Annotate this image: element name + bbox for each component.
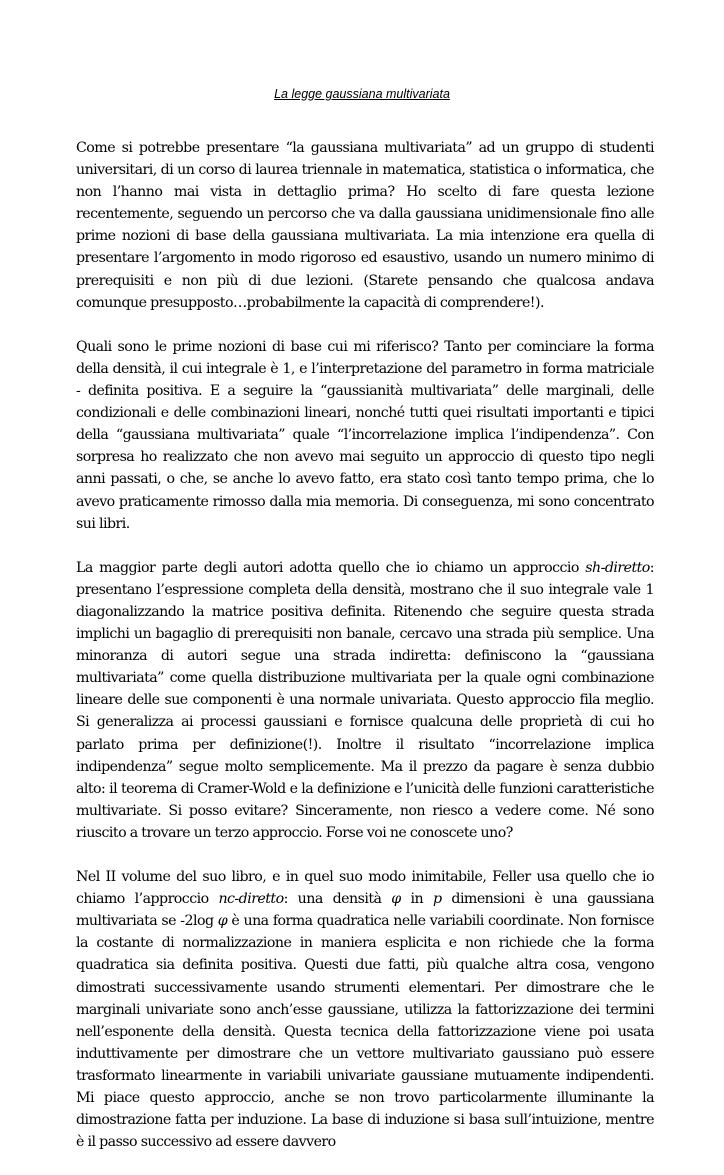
italic-text: nc-diretto [218,891,284,908]
paragraph-text: Come si potrebbe presentare “la gaussiana multivariata” ad un gruppo di studenti universitari, di un corso di laurea triennale in matematica, statistica o informatica, che non l’hanno mai vista in dettaglio prima? Ho scelto di fare questa lezione recentemente, seguendo un percorso che va dalla gaussiana unidimensionale fino alle prime nozioni di base della gaussiana multivariata. La mia intenzione era quella di presentare l’argomento in modo rigoroso ed esaustivo, usando un numero minimo di prerequisiti e non più di due lezioni. (Starete pensando che qualcosa andava comunque presupposto…probabilmente la capacità di comprendere!). [76,140,654,311]
paragraph [76,557,654,844]
italic-text: φ [217,913,228,930]
paragraph-text: Quali sono le prime nozioni di base cui mi riferisco? Tanto per cominciare la forma della densità, il cui integrale è 1, e l’interpretazione del parametro in forma matriciale - definita positiva. E a seguire la “gaussianità multivariata” delle marginali, delle condizionali e delle combinazioni lineari, nonché tutti quei risultati importanti e tipici della “gaussiana multivariata” quale “l’incorrelazione implica l’indipendenza”. Con sorpresa ho realizzato che non avevo mai seguito un approccio di questo tipo negli anni passati, o che, se anche lo avevo fatto, era stato così tanto tempo prima, che lo avevo praticamente rimosso dalla mia memoria. Di conseguenza, mi sono concentrato sui libri. [76,338,654,532]
italic-text: sh-diretto [585,559,650,576]
paragraph-text: : presentano l’espressione completa della densità, mostrano che il suo integrale vale 1 diagonalizzando la matrice positiva definita. Ritenendo che seguire questa strada implichi un bagaglio di prerequisiti non banale, cercavo una strada più semplice. Una minoranza di autori segue una strada indiretta: definiscono la “gaussiana multivariata” come quella distribuzione multivariata per la quale ogni combinazione lineare delle sue componenti è una normale univariata. Questo approccio fila meglio. Si generalizza ai processi gaussiani e fornisce qualcuna delle proprietà di cui ho parlato prima per definizione(!). Inoltre il risultato “incorrelazione implica indipendenza” segue molto semplicemente. Ma il prezzo da pagare è senza dubbio alto: il teorema di Cramer-Wold e la definizione e l’unicità delle funzioni caratteristiche multivariate. Si posso evitare? Sinceramente, non riesco a vedere come. Né sono riuscito a trovare un terzo approccio. Forse voi ne conoscete uno? [76,559,654,841]
document-title: La legge gaussiana multivariata [274,87,450,101]
paragraph-text: : una densità [283,891,392,908]
italic-text: p [432,891,442,908]
paragraph [76,866,654,1153]
paragraph-text: è una forma quadratica nelle variabili coordinate. Non fornisce la costante di normalizzazione in maniera esplicita e non richiede che la forma quadratica sia definita positiva. Questi due fatti, più qualche altra cosa, vengono dimostrati successivamente usando strumenti elementari. Per dimostrare che le marginali univariate sono anch’esse gaussiane, utilizza la fattorizzazione dei termini nell’esponente della densità. Questa tecnica della fattorizzazione viene poi usata induttivamente per dimostrare che un vettore multivariato gaussiano può essere trasformato linearmente in variabili univariate gaussiane mutuamente indipendenti. Mi piace questo approccio, anche se non trovo particolarmente illuminante la dimostrazione fatta per induzione. La base di induzione si basa sull’intuizione, mentre è il passo successivo ad essere davvero [76,913,655,1151]
document-body [76,137,654,1175]
paragraph-text: La maggior parte degli autori adotta quello che io chiamo un approccio [76,559,586,576]
paragraph [76,137,654,314]
paragraph [76,336,654,535]
italic-text: φ [391,891,401,908]
paragraph-text: Nel II volume del suo libro, e in quel suo modo inimitabile, Feller usa quello che io chiamo l’approccio [76,869,654,908]
paragraph-text: in [400,891,433,908]
paragraph-text: dimensioni è una gaussiana multivariata se -2log [76,891,654,930]
